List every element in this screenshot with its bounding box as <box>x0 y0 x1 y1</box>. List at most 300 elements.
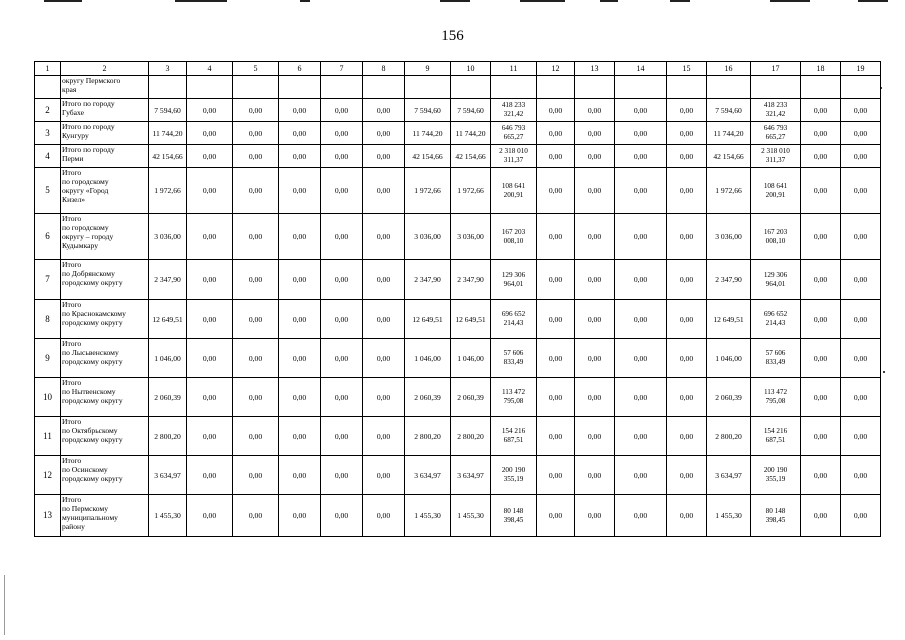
cell-text-line: 154 216 <box>501 427 526 435</box>
value-cell: 3 036,00 <box>451 214 491 260</box>
cell-text-line: Итого <box>62 456 82 465</box>
zero-value-cell: 0,00 <box>233 122 279 145</box>
column-number-header: 7 <box>321 62 363 76</box>
scan-speck <box>883 371 885 373</box>
cell-text-line: 167 203 <box>763 227 788 236</box>
empty-cell <box>405 76 451 99</box>
zero-value-cell: 0,00 <box>575 339 615 378</box>
value-cell: 42 154,66 <box>707 145 751 168</box>
zero-value-cell: 0,00 <box>321 378 363 417</box>
value-cell: 1 046,00 <box>149 339 187 378</box>
cell-text-line: 355,19 <box>503 475 524 483</box>
zero-value-cell: 0,00 <box>363 214 405 260</box>
cell-text-line: 696 652 <box>501 310 526 318</box>
cell-text-line: по Лысьвенскому <box>62 348 119 357</box>
zero-value-cell: 0,00 <box>363 339 405 378</box>
zero-value-cell: 0,00 <box>537 339 575 378</box>
value-cell: 3 634,97 <box>405 456 451 495</box>
zero-value-cell: 0,00 <box>667 339 707 378</box>
zero-value-cell: 0,00 <box>187 122 233 145</box>
zero-value-cell: 0,00 <box>537 214 575 260</box>
zero-value-cell: 0,00 <box>537 99 575 122</box>
zero-value-cell: 0,00 <box>363 495 405 537</box>
empty-cell <box>615 76 667 99</box>
cell-text-line: Губахе <box>62 108 85 117</box>
row-number-cell: 11 <box>35 417 61 456</box>
cell-text-line: по городскому <box>62 177 109 186</box>
zero-value-cell: 0,00 <box>321 260 363 300</box>
cell-text-line: 200,91 <box>503 190 524 199</box>
value-cell: 3 036,00 <box>405 214 451 260</box>
value-cell: 2 347,90 <box>451 260 491 300</box>
column-number-header: 10 <box>451 62 491 76</box>
zero-value-cell: 0,00 <box>363 260 405 300</box>
cell-text-line: городскому округу <box>62 357 123 366</box>
zero-value-cell: 0,00 <box>801 378 841 417</box>
cell-text-line: 795,08 <box>765 397 786 405</box>
continuation-row <box>35 76 881 99</box>
zero-value-cell: 0,00 <box>615 495 667 537</box>
cell-text-line: по Осинскому <box>62 465 108 474</box>
zero-value-cell: 0,00 <box>841 214 881 260</box>
zero-value-cell: 0,00 <box>187 456 233 495</box>
zero-value-cell: 0,00 <box>575 214 615 260</box>
value-cell: 12 649,51 <box>405 300 451 339</box>
territory-name-cell <box>61 417 149 456</box>
zero-value-cell: 0,00 <box>537 300 575 339</box>
zero-value-cell: 0,00 <box>279 417 321 456</box>
cell-text-line: 833,49 <box>765 358 786 366</box>
value-cell: 2 347,90 <box>405 260 451 300</box>
row-number-cell: 12 <box>35 456 61 495</box>
zero-value-cell: 0,00 <box>233 300 279 339</box>
page-number: 156 <box>441 28 464 44</box>
cell-text-line: 355,19 <box>765 475 786 483</box>
cell-text-line: 108 641 <box>763 181 788 190</box>
table-row <box>35 99 881 122</box>
zero-value-cell: 0,00 <box>615 456 667 495</box>
value-cell: 42 154,66 <box>149 145 187 168</box>
zero-value-cell: 0,00 <box>321 300 363 339</box>
cell-text-line: Итого по городу <box>62 145 115 154</box>
zero-value-cell: 0,00 <box>615 122 667 145</box>
amount-cell <box>751 378 801 417</box>
table-row <box>35 417 881 456</box>
zero-value-cell: 0,00 <box>667 300 707 339</box>
cell-text-line: городскому округу <box>62 474 123 483</box>
cell-text-line: 008,10 <box>503 236 524 245</box>
value-cell: 2 060,39 <box>451 378 491 417</box>
cell-text-line: края <box>62 85 77 94</box>
zero-value-cell: 0,00 <box>841 99 881 122</box>
column-number-header: 2 <box>61 62 149 76</box>
cell-text-line: 833,49 <box>503 358 524 366</box>
amount-cell <box>751 417 801 456</box>
cell-text-line: Кунгуру <box>62 131 89 140</box>
value-cell: 11 744,20 <box>149 122 187 145</box>
territory-name-cell <box>61 339 149 378</box>
table-row <box>35 145 881 168</box>
value-cell: 1 455,30 <box>149 495 187 537</box>
table-row <box>35 456 881 495</box>
zero-value-cell: 0,00 <box>537 122 575 145</box>
zero-value-cell: 0,00 <box>537 456 575 495</box>
zero-value-cell: 0,00 <box>575 495 615 537</box>
column-number-header: 18 <box>801 62 841 76</box>
cell-text-line: 418 233 <box>763 101 788 109</box>
column-number-header: 16 <box>707 62 751 76</box>
cell-text-line: Итого <box>62 495 82 504</box>
cell-text-line: Итого по городу <box>62 122 115 131</box>
value-cell: 1 972,66 <box>149 168 187 214</box>
zero-value-cell: 0,00 <box>279 145 321 168</box>
column-number-header: 12 <box>537 62 575 76</box>
zero-value-cell: 0,00 <box>667 260 707 300</box>
cell-text-line: Итого <box>62 300 82 309</box>
amount-cell <box>491 417 537 456</box>
zero-value-cell: 0,00 <box>363 122 405 145</box>
zero-value-cell: 0,00 <box>233 456 279 495</box>
zero-value-cell: 0,00 <box>841 260 881 300</box>
zero-value-cell: 0,00 <box>537 495 575 537</box>
row-number-cell: 6 <box>35 214 61 260</box>
territory-name-cell <box>61 99 149 122</box>
zero-value-cell: 0,00 <box>575 300 615 339</box>
scan-top-edge <box>0 0 905 3</box>
amount-cell <box>751 145 801 168</box>
value-cell: 2 060,39 <box>707 378 751 417</box>
empty-cell <box>187 76 233 99</box>
column-number-header: 3 <box>149 62 187 76</box>
value-cell: 1 972,66 <box>405 168 451 214</box>
zero-value-cell: 0,00 <box>187 145 233 168</box>
zero-value-cell: 0,00 <box>363 145 405 168</box>
value-cell: 7 594,60 <box>451 99 491 122</box>
cell-text-line: 795,08 <box>503 397 524 405</box>
amount-cell <box>491 456 537 495</box>
column-number-header: 6 <box>279 62 321 76</box>
cell-text-line: 200 190 <box>763 466 788 474</box>
amount-cell <box>491 260 537 300</box>
amount-cell <box>491 214 537 260</box>
zero-value-cell: 0,00 <box>801 99 841 122</box>
empty-cell <box>841 76 881 99</box>
column-number-header: 14 <box>615 62 667 76</box>
zero-value-cell: 0,00 <box>233 145 279 168</box>
zero-value-cell: 0,00 <box>321 495 363 537</box>
value-cell: 2 800,20 <box>405 417 451 456</box>
cell-text-line: муниципальному <box>62 513 118 522</box>
zero-value-cell: 0,00 <box>537 260 575 300</box>
cell-text-line: по Нытвенскому <box>62 387 116 396</box>
value-cell: 1 046,00 <box>405 339 451 378</box>
empty-cell <box>707 76 751 99</box>
empty-cell <box>451 76 491 99</box>
cell-text-line: городскому округу <box>62 318 123 327</box>
amount-cell <box>751 122 801 145</box>
zero-value-cell: 0,00 <box>321 99 363 122</box>
zero-value-cell: 0,00 <box>537 145 575 168</box>
data-table <box>34 61 881 537</box>
column-number-header: 11 <box>491 62 537 76</box>
territory-name-cell <box>61 122 149 145</box>
value-cell: 1 455,30 <box>707 495 751 537</box>
cell-text-line: району <box>62 522 85 531</box>
zero-value-cell: 0,00 <box>279 456 321 495</box>
table-row <box>35 495 881 537</box>
amount-cell <box>491 122 537 145</box>
zero-value-cell: 0,00 <box>321 214 363 260</box>
cell-text-line: 200 190 <box>501 466 526 474</box>
cell-text-line: Итого <box>62 417 82 426</box>
value-cell: 42 154,66 <box>405 145 451 168</box>
empty-cell <box>537 76 575 99</box>
zero-value-cell: 0,00 <box>615 99 667 122</box>
zero-value-cell: 0,00 <box>575 168 615 214</box>
cell-text-line: по городскому <box>62 223 109 232</box>
territory-name-cell <box>61 145 149 168</box>
cell-text-line: 57 606 <box>503 349 524 357</box>
amount-cell <box>491 99 537 122</box>
zero-value-cell: 0,00 <box>667 456 707 495</box>
zero-value-cell: 0,00 <box>615 168 667 214</box>
value-cell: 3 036,00 <box>707 214 751 260</box>
cell-text-line: городскому округу <box>62 396 123 405</box>
cell-text-line: 321,42 <box>503 110 524 118</box>
cell-text-line: 167 203 <box>501 227 526 236</box>
value-cell: 2 800,20 <box>149 417 187 456</box>
zero-value-cell: 0,00 <box>279 214 321 260</box>
zero-value-cell: 0,00 <box>667 417 707 456</box>
value-cell: 2 060,39 <box>149 378 187 417</box>
cell-text-line: 214,43 <box>765 319 786 327</box>
cell-text-line: 665,27 <box>503 133 524 141</box>
value-cell: 1 455,30 <box>405 495 451 537</box>
zero-value-cell: 0,00 <box>841 300 881 339</box>
zero-value-cell: 0,00 <box>801 339 841 378</box>
zero-value-cell: 0,00 <box>841 378 881 417</box>
cell-text-line: 214,43 <box>503 319 524 327</box>
zero-value-cell: 0,00 <box>233 339 279 378</box>
column-number-header: 1 <box>35 62 61 76</box>
cell-text-line: 311,37 <box>503 156 524 164</box>
scan-speck <box>880 87 882 89</box>
zero-value-cell: 0,00 <box>187 99 233 122</box>
value-cell: 12 649,51 <box>707 300 751 339</box>
cell-text-line: 646 793 <box>763 124 788 132</box>
zero-value-cell: 0,00 <box>537 168 575 214</box>
value-cell: 3 634,97 <box>707 456 751 495</box>
territory-name-cell <box>61 456 149 495</box>
zero-value-cell: 0,00 <box>187 378 233 417</box>
empty-cell <box>321 76 363 99</box>
cell-text-line: Итого <box>62 339 82 348</box>
column-number-header: 8 <box>363 62 405 76</box>
territory-name-cell <box>61 495 149 537</box>
table-row <box>35 168 881 214</box>
zero-value-cell: 0,00 <box>279 495 321 537</box>
zero-value-cell: 0,00 <box>363 417 405 456</box>
zero-value-cell: 0,00 <box>615 339 667 378</box>
cell-text-line: 008,10 <box>765 236 786 245</box>
zero-value-cell: 0,00 <box>615 417 667 456</box>
amount-cell <box>751 214 801 260</box>
zero-value-cell: 0,00 <box>667 122 707 145</box>
value-cell: 7 594,60 <box>149 99 187 122</box>
cell-text-line: 2 318 010 <box>761 147 790 155</box>
cell-text-line: 696 652 <box>763 310 788 318</box>
zero-value-cell: 0,00 <box>841 417 881 456</box>
value-cell: 42 154,66 <box>451 145 491 168</box>
zero-value-cell: 0,00 <box>801 214 841 260</box>
cell-text-line: 418 233 <box>501 101 526 109</box>
zero-value-cell: 0,00 <box>575 99 615 122</box>
zero-value-cell: 0,00 <box>321 339 363 378</box>
cell-text-line: 398,45 <box>503 515 524 524</box>
cell-text-line: 80 148 <box>765 506 786 515</box>
cell-text-line: 129 306 <box>501 270 526 279</box>
zero-value-cell: 0,00 <box>233 260 279 300</box>
zero-value-cell: 0,00 <box>667 378 707 417</box>
zero-value-cell: 0,00 <box>575 260 615 300</box>
empty-cell <box>801 76 841 99</box>
zero-value-cell: 0,00 <box>615 214 667 260</box>
value-cell: 11 744,20 <box>405 122 451 145</box>
cell-text-line: 113 472 <box>501 388 526 396</box>
cell-text-line: по Добрянскому <box>62 269 115 278</box>
cell-text-line: 665,27 <box>765 133 786 141</box>
territory-name-cell <box>61 214 149 260</box>
cell-text-line: 80 148 <box>503 506 524 515</box>
zero-value-cell: 0,00 <box>801 456 841 495</box>
cell-text-line: Итого <box>62 214 82 223</box>
zero-value-cell: 0,00 <box>575 417 615 456</box>
amount-cell <box>491 145 537 168</box>
row-number-cell: 8 <box>35 300 61 339</box>
territory-name-cell <box>61 378 149 417</box>
zero-value-cell: 0,00 <box>615 145 667 168</box>
zero-value-cell: 0,00 <box>233 214 279 260</box>
cell-text-line: 646 793 <box>501 124 526 132</box>
empty-cell <box>363 76 405 99</box>
cell-text-line: Кизел» <box>62 195 86 204</box>
value-cell: 2 800,20 <box>707 417 751 456</box>
scan-margin-mark <box>4 575 5 635</box>
zero-value-cell: 0,00 <box>279 99 321 122</box>
value-cell: 3 036,00 <box>149 214 187 260</box>
zero-value-cell: 0,00 <box>841 339 881 378</box>
value-cell: 1 455,30 <box>451 495 491 537</box>
zero-value-cell: 0,00 <box>575 378 615 417</box>
cell-text-line: Итого <box>62 378 82 387</box>
empty-cell <box>575 76 615 99</box>
cell-text-line: 964,01 <box>503 279 524 288</box>
zero-value-cell: 0,00 <box>233 495 279 537</box>
zero-value-cell: 0,00 <box>841 122 881 145</box>
empty-cell <box>35 76 61 99</box>
zero-value-cell: 0,00 <box>321 145 363 168</box>
territory-name-cell <box>61 300 149 339</box>
zero-value-cell: 0,00 <box>321 122 363 145</box>
zero-value-cell: 0,00 <box>187 260 233 300</box>
cell-text-line: Итого по городу <box>62 99 115 108</box>
column-number-header: 5 <box>233 62 279 76</box>
zero-value-cell: 0,00 <box>575 456 615 495</box>
zero-value-cell: 0,00 <box>233 378 279 417</box>
cell-text-line: 321,42 <box>765 110 786 118</box>
cell-text-line: Итого <box>62 168 82 177</box>
cell-text-line: 964,01 <box>765 279 786 288</box>
amount-cell <box>751 339 801 378</box>
zero-value-cell: 0,00 <box>363 456 405 495</box>
zero-value-cell: 0,00 <box>615 378 667 417</box>
cell-text-line: 57 606 <box>765 349 786 357</box>
zero-value-cell: 0,00 <box>279 122 321 145</box>
value-cell: 1 972,66 <box>707 168 751 214</box>
cell-text-line: Перми <box>62 154 84 163</box>
zero-value-cell: 0,00 <box>537 417 575 456</box>
value-cell: 2 347,90 <box>149 260 187 300</box>
amount-cell <box>491 300 537 339</box>
zero-value-cell: 0,00 <box>801 495 841 537</box>
zero-value-cell: 0,00 <box>363 168 405 214</box>
zero-value-cell: 0,00 <box>667 495 707 537</box>
cell-text-line: 113 472 <box>763 388 788 396</box>
amount-cell <box>751 495 801 537</box>
territory-name-cell <box>61 76 149 99</box>
row-number-cell: 3 <box>35 122 61 145</box>
amount-cell <box>491 168 537 214</box>
value-cell: 1 972,66 <box>451 168 491 214</box>
cell-text-line: округу «Город <box>62 186 109 195</box>
column-number-header: 4 <box>187 62 233 76</box>
row-number-cell: 4 <box>35 145 61 168</box>
zero-value-cell: 0,00 <box>801 417 841 456</box>
table-row <box>35 122 881 145</box>
territory-name-cell <box>61 260 149 300</box>
zero-value-cell: 0,00 <box>279 168 321 214</box>
column-number-header: 19 <box>841 62 881 76</box>
cell-text-line: городскому округу <box>62 435 123 444</box>
zero-value-cell: 0,00 <box>321 417 363 456</box>
table-row <box>35 300 881 339</box>
value-cell: 2 060,39 <box>405 378 451 417</box>
zero-value-cell: 0,00 <box>233 99 279 122</box>
zero-value-cell: 0,00 <box>575 122 615 145</box>
zero-value-cell: 0,00 <box>615 260 667 300</box>
value-cell: 3 634,97 <box>149 456 187 495</box>
amount-cell <box>751 300 801 339</box>
zero-value-cell: 0,00 <box>537 378 575 417</box>
cell-text-line: 154 216 <box>763 427 788 435</box>
value-cell: 7 594,60 <box>405 99 451 122</box>
value-cell: 2 800,20 <box>451 417 491 456</box>
value-cell: 11 744,20 <box>707 122 751 145</box>
zero-value-cell: 0,00 <box>667 145 707 168</box>
value-cell: 7 594,60 <box>707 99 751 122</box>
cell-text-line: 200,91 <box>765 190 786 199</box>
column-number-header: 17 <box>751 62 801 76</box>
zero-value-cell: 0,00 <box>841 456 881 495</box>
zero-value-cell: 0,00 <box>667 214 707 260</box>
cell-text-line: 108 641 <box>501 181 526 190</box>
value-cell: 1 046,00 <box>707 339 751 378</box>
value-cell: 1 046,00 <box>451 339 491 378</box>
amount-cell <box>491 495 537 537</box>
cell-text-line: 687,51 <box>765 436 786 444</box>
table-row <box>35 260 881 300</box>
amount-cell <box>751 168 801 214</box>
